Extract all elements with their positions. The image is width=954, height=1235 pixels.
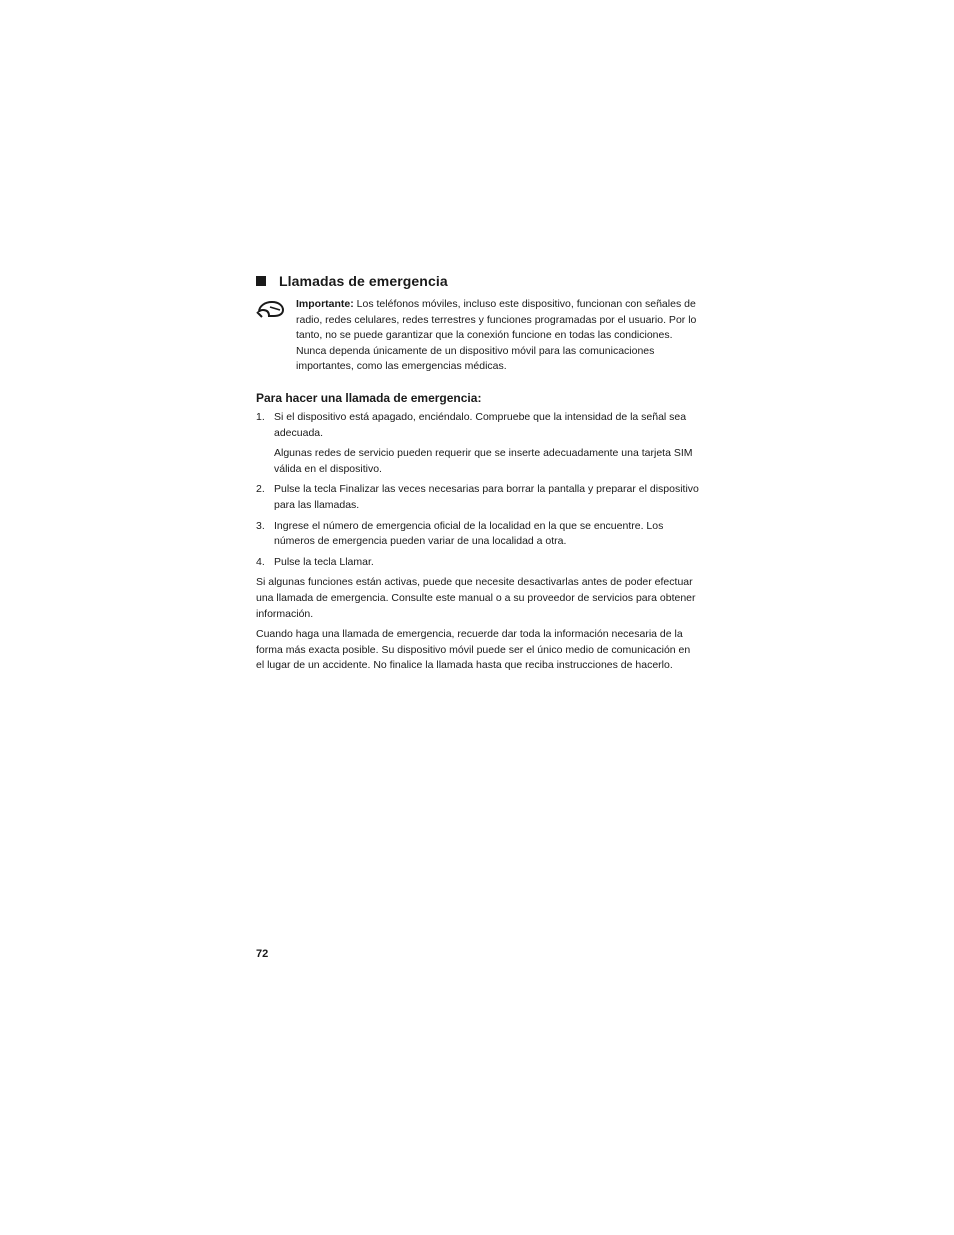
step-number: 2. [256,483,265,496]
page-number: 72 [256,948,269,960]
step-text: Si el dispositivo está apagado, enciéndalo. Compruebe que la intensidad de la señal sea adecuada. [274,410,687,439]
note-text: Los teléfonos móviles, incluso este dispositivo, funcionan con señales de radio, redes celulares, redes terrestres y funciones programadas por el usuario. Por lo tanto, no se puede garantizar que la conexión funcione en todas las condiciones. Nunca dependa únicamente de un dispositivo móvil para las comunicaciones importantes, como las emergencias médicas. [296,298,697,373]
step-extra-text: Algunas redes de servicio pueden requerir que se inserte adecuadamente una tarjeta SIM válida en el dispositivo. [274,447,693,475]
note-label: Importante: [296,298,354,310]
square-bullet-icon [256,276,266,286]
procedure-title: Para hacer una llamada de emergencia: [256,390,482,405]
body-paragraph: Cuando haga una llamada de emergencia, recuerde dar toda la información necesaria de la forma más exacta posible. Su dispositivo móvil puede ser el único medio de comunicación en el lugar de un accidente. No finalice la llamada hasta que reciba instrucciones de hacerlo. [256,628,691,672]
body-paragraph: Si algunas funciones están activas, puede que necesite desactivarlas antes de poder efectuar una llamada de emergencia. Consulte este manual o a su proveedor de servicios para obtener información. [256,576,696,620]
list-item [256,555,701,571]
important-note [256,297,701,375]
step-text: Ingrese el número de emergencia oficial de la localidad en la que se encuentre. Los números de emergencia pueden variar de una localidad a otra. [274,519,664,548]
step-text: Pulse la tecla Finalizar las veces necesarias para borrar la pantalla y preparar el dispositivo para las llamadas. [274,483,699,511]
important-hand-icon [256,297,296,375]
step-number: 3. [256,519,265,532]
step-text: Pulse la tecla Llamar. [274,555,374,568]
list-item [256,482,701,513]
list-item [256,519,701,550]
page-content [256,273,701,674]
procedure-steps [256,410,701,570]
section-title: Llamadas de emergencia [279,273,448,289]
list-item [256,410,701,477]
step-number: 4. [256,555,265,568]
section-heading [256,273,701,289]
step-number: 1. [256,410,265,423]
